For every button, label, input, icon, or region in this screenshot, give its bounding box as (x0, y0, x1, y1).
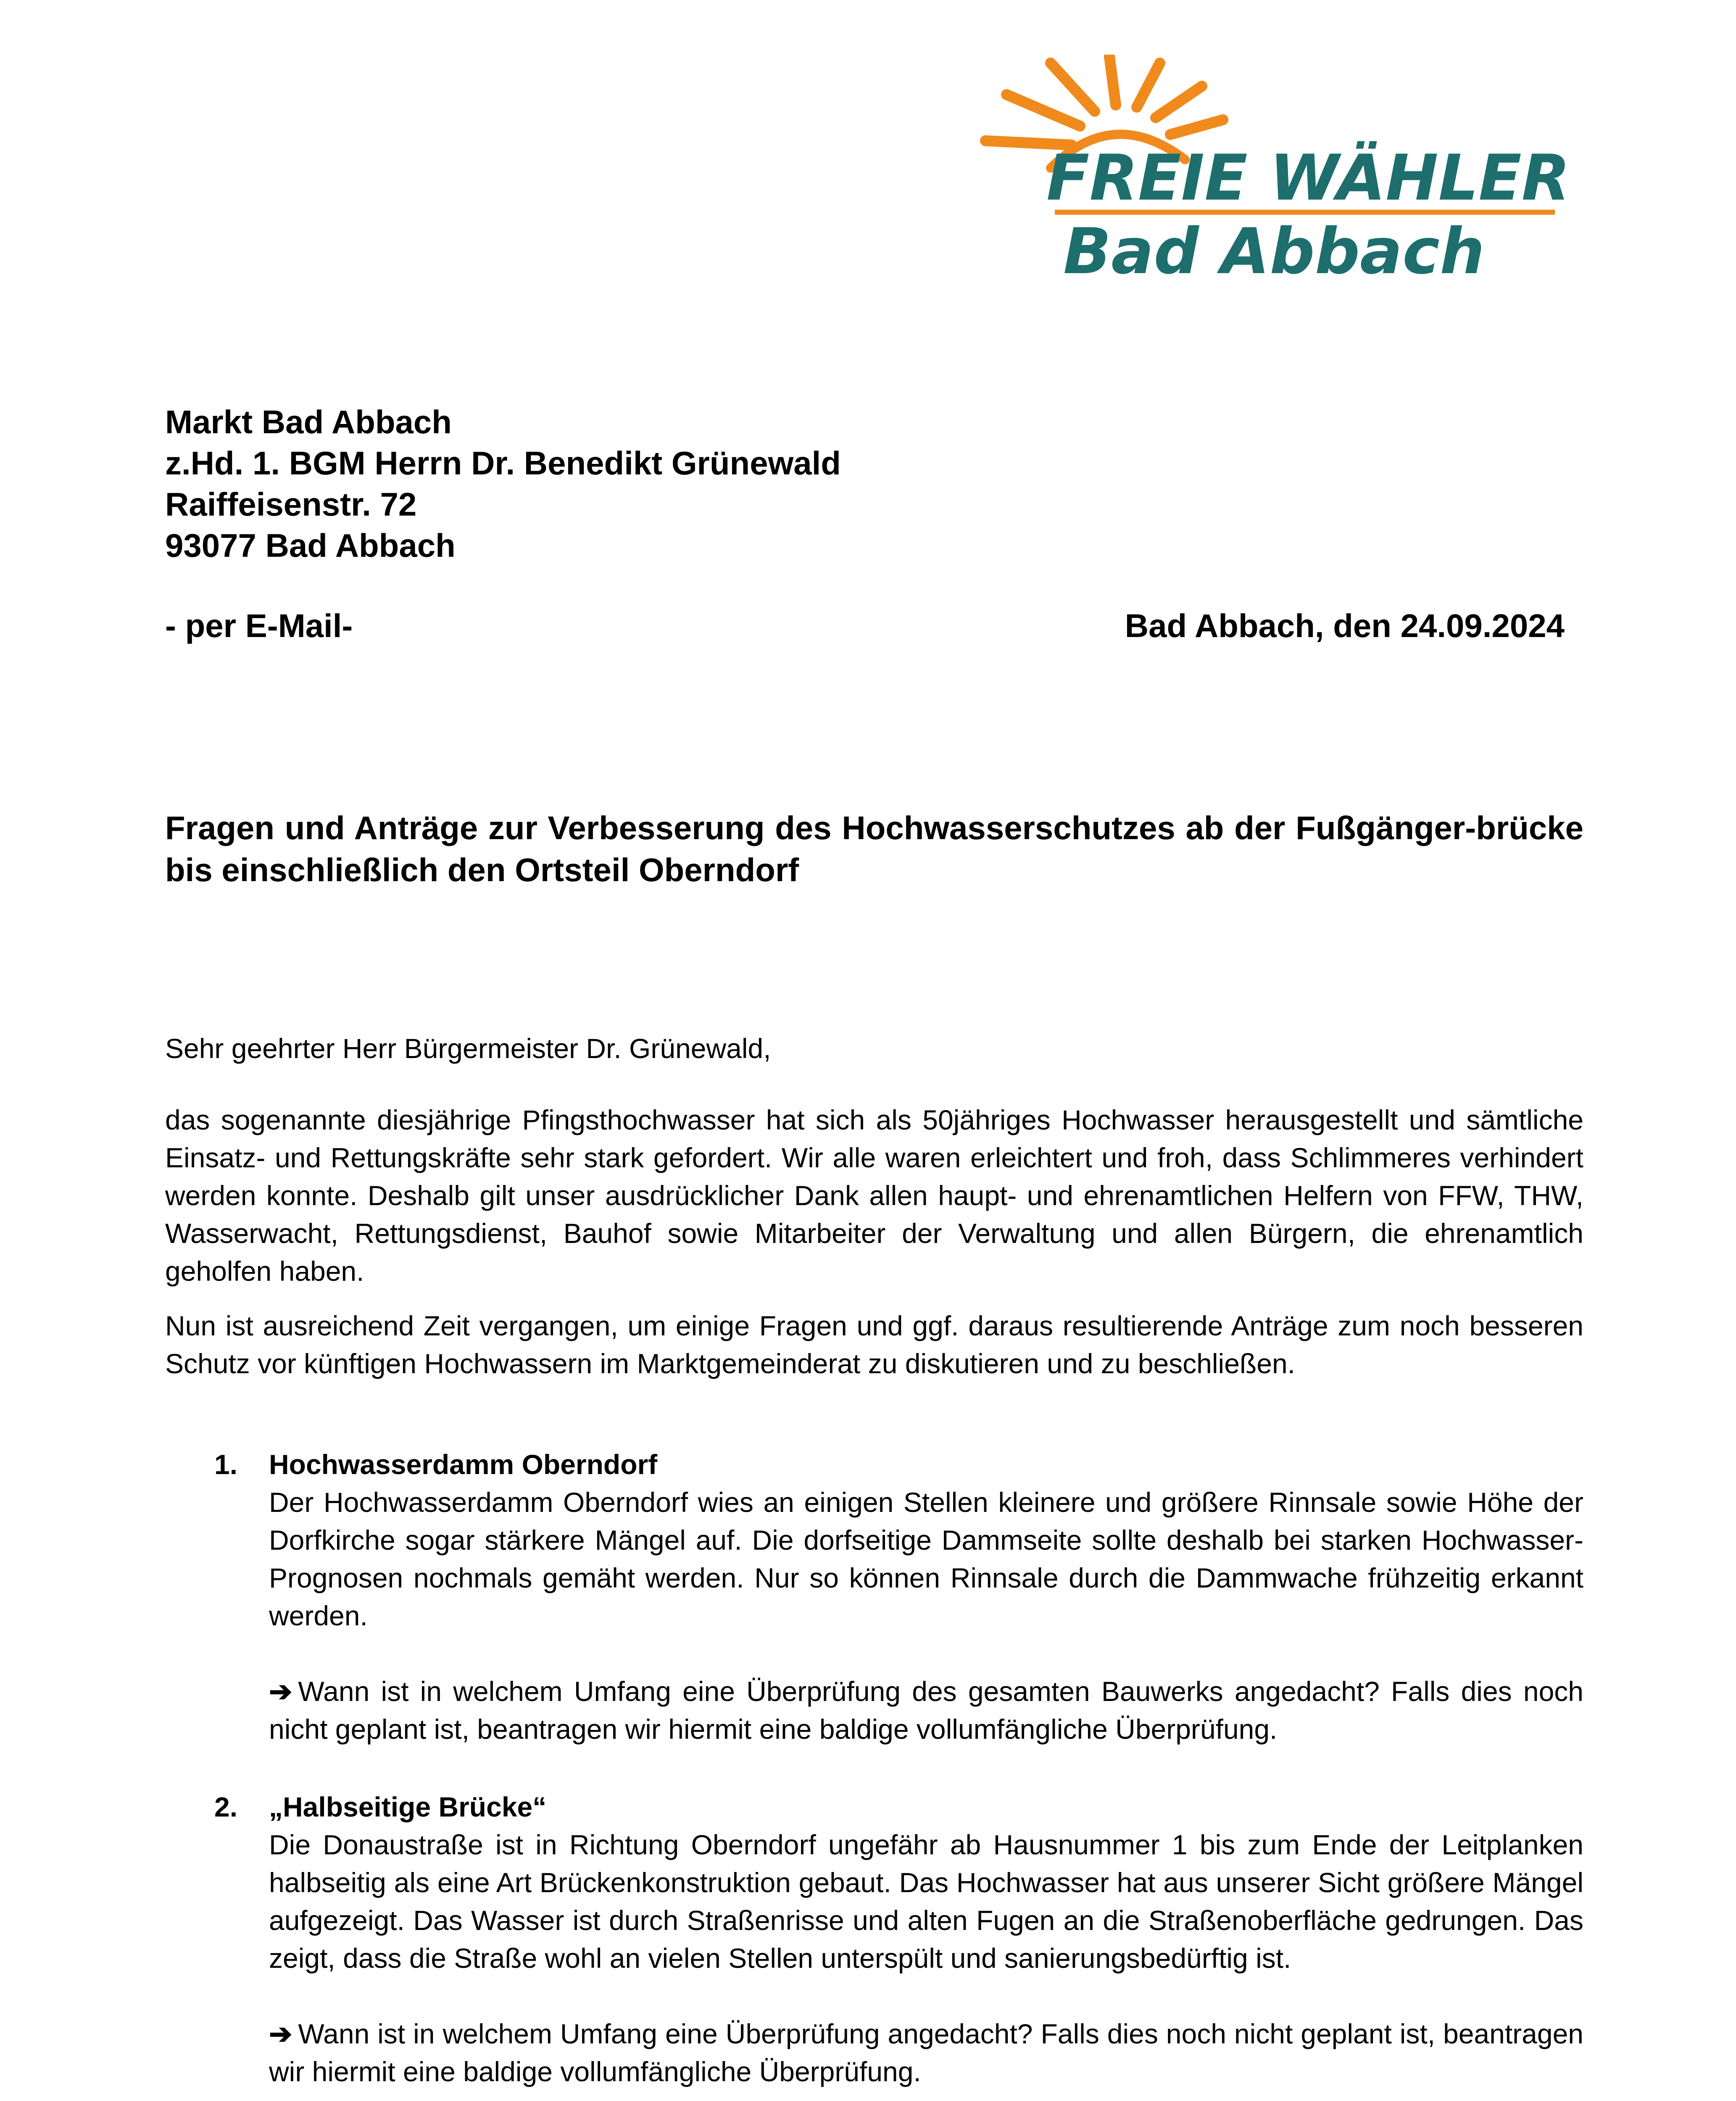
paragraph: das sogenannte diesjährige Pfingsthochwasser hat sich als 50jähriges Hochwasser herausgestellt und sämtliche Einsatz- und Rettungskräfte sehr stark gefordert. Wir alle waren erleichtert und froh, dass Schlimmeres verhindert werden konnte. Deshalb gilt unser ausdrücklicher Dank allen haupt- und ehrenamtlichen Helfern von FFW, THW, Wasserwacht, Rettungsdienst, Bauhof sowie Mitarbeiter der Verwaltung und allen Bürgern, die ehrenamtlich geholfen haben. (165, 1104, 1583, 1287)
recipient-name: Markt Bad Abbach (165, 403, 452, 440)
item-question (269, 1672, 1583, 1748)
logo-line1: FREIE WÄHLER (1046, 142, 1570, 215)
arrow-right-icon: ➔ (269, 1676, 292, 1707)
arrow-right-icon: ➔ (269, 2018, 292, 2049)
paragraph: Nun ist ausreichend Zeit vergangen, um einige Fragen und ggf. daraus resultierende Anträge zum noch besseren Schutz vor künftigen Hochwassern im Marktgemeinderat zu diskutieren und zu beschließen. (165, 1310, 1583, 1379)
party-logo (967, 55, 1597, 290)
sun-rays-icon (967, 55, 1597, 290)
item-number: 2. (214, 1791, 238, 1822)
recipient-attention: z.Hd. 1. BGM Herrn Dr. Benedikt Grünewald (165, 445, 841, 482)
item-text: Der Hochwasserdamm Oberndorf wies an einigen Stellen kleinere und größere Rinnsale sowie Höhe der Dorfkirche sogar stärkere Mängel auf. Die dorfseitige Dammseite sollte deshalb bei starken Hochwasser-Prognosen nochmals gemäht werden. Nur so können Rinnsale durch die Dammwache frühzeitig erkannt werden. (269, 1487, 1583, 1631)
recipient-address (165, 401, 841, 566)
item-text: Die Donaustraße ist in Richtung Oberndorf ungefähr ab Hausnummer 1 bis zum Ende der Leitplanken halbseitig als eine Art Brückenkonstruktion gebaut. Das Hochwasser hat aus unserer Sicht größere Mängel aufgezeigt. Das Wasser ist durch Straßenrisse und alten Fugen an die Straßenoberfläche gedrungen. Das zeigt, dass die Straße wohl an vielen Stellen unterspült und sanierungsbedürftig ist. (269, 1829, 1583, 1974)
item-heading: „Halbseitige Brücke“ (269, 1791, 547, 1822)
recipient-city: 93077 Bad Abbach (165, 527, 456, 564)
recipient-street: Raiffeisenstr. 72 (165, 486, 417, 523)
item-question-text: Wann ist in welchem Umfang eine Überprüfung des gesamten Bauwerks angedacht? Falls dies noch nicht geplant ist, beantragen wir hiermit eine baldige vollumfängliche Überprüfung. (269, 1676, 1583, 1745)
item-number: 1. (214, 1449, 238, 1480)
numbered-item (214, 1445, 1583, 1748)
item-heading: Hochwasserdamm Oberndorf (269, 1449, 658, 1480)
logo-line2: Bad Abbach (1063, 215, 1485, 288)
item-question-text: Wann ist in welchem Umfang eine Überprüfung angedacht? Falls dies noch nicht geplant ist, beantragen wir hiermit eine baldige vollumfängliche Überprüfung. (269, 2018, 1583, 2087)
item-question (269, 2015, 1583, 2090)
letter-subject: Fragen und Anträge zur Verbesserung des Hochwasserschutzes ab der Fußgänger-brücke bis einschließlich den Ortsteil Oberndorf (165, 809, 1583, 888)
place-date: Bad Abbach, den 24.09.2024 (1125, 607, 1565, 644)
salutation: Sehr geehrter Herr Bürgermeister Dr. Grünewald, (165, 1033, 771, 1064)
delivery-method: - per E-Mail- (165, 607, 353, 644)
numbered-item (214, 1788, 1583, 2090)
